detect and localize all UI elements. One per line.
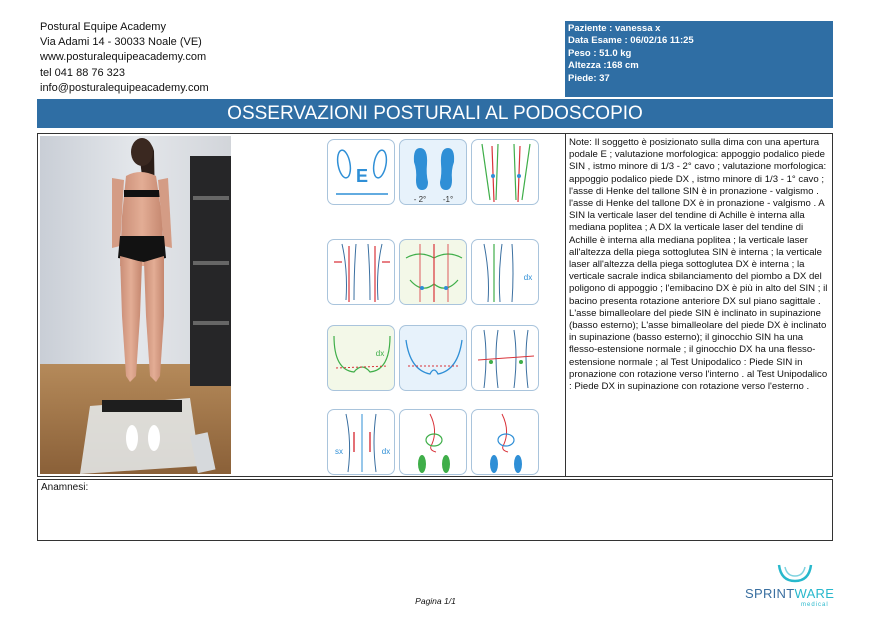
clinic-website: www.posturalequipeacademy.com: [40, 51, 207, 64]
patient-foot-size: Piede: 37: [568, 72, 610, 84]
gluteal-line-diagram: [399, 239, 467, 305]
clinic-name: Postural Equipe Academy: [40, 21, 166, 33]
knee-flexion-diagram: [471, 325, 539, 391]
clinic-email: info@posturalequipeacademy.com: [40, 81, 209, 94]
page-number: Pagina 1/1: [415, 596, 456, 606]
achilles-diagram: [327, 239, 395, 305]
foot-arch-diagram: [399, 139, 467, 205]
podoscope-photo: [40, 136, 231, 474]
unipodal-test-dx-diagram: [471, 409, 539, 475]
sprintware-logo: [745, 559, 835, 609]
sacral-dx-label: dx: [523, 273, 533, 282]
foot-opening-diagram: [327, 139, 395, 205]
patient-name: Paziente : vanessa x: [568, 23, 661, 34]
pelvis-diagram: [327, 325, 395, 391]
observation-notes: Note: Il soggetto è posizionato sulla dima con una apertura podale E ; valutazione morfologica: appoggio podalico piede SIN , istmo minore di 1/3 - 2° cavo ; valutazione morfologica: appoggio podalico piede DX , istmo minore di 1/3 - 1° cavo ; l'asse di Henke del tallone SIN è in pronazione - valgismo . l'asse di Henke del tallone DX è in pronazione - valgismo . A SIN la verticale laser del tendine di Achille è interna alla mediana poplitea ; A DX la verticale laser del tendine di Achille è interna alla mediana poplitea ; la verticale laser all'altezza della piega sottoglutea SIN è interna ; la verticale laser all'altezza della piega sottoglutea DX è interna ; la verticale sacrale indica sbilanciamento del piombo a DX del poligono di appoggio ; l'emibacino DX è più in alto del SIN ; il bacino presenta rotazione anteriore DX sul piano sagittale . L'asse bimalleolare del piede SIN è inclinato in supinazione (basso esterno); L'asse bimalleolare del piede DX è inclinato in supinazione (basso esterno); il ginocchio SIN ha una flesso-estensione normale ; il ginocchio DX ha una flesso-estensione normale ; al Test Unipodalico : Piede SIN in pronazione con rotazione verso l'interno . al Test Unipodalico : Piede DX in supinazione con rotazione verso l'esterno .: [565, 134, 833, 476]
observation-panel: [37, 133, 833, 477]
logo-text: [745, 586, 834, 601]
report-title: OSSERVAZIONI POSTURALI AL PODOSCOPIO: [37, 99, 833, 128]
heel-axis-diagram: [471, 139, 539, 205]
leg-dx-label: dx: [381, 447, 391, 456]
logo-wave-icon: [775, 559, 815, 585]
patient-weight: Peso : 51.0 kg: [568, 47, 632, 59]
clinic-info: [40, 20, 209, 96]
leg-axis-diagram: [327, 409, 395, 475]
unipodal-test-sin-diagram: [399, 409, 467, 475]
patient-height: Altezza :168 cm: [568, 60, 639, 72]
logo-main: SPRINT: [745, 586, 795, 601]
arch-right-label: -1°: [442, 195, 454, 204]
clinic-phone: tel 041 88 76 323: [40, 66, 126, 79]
arch-left-label: - 2°: [413, 195, 427, 204]
exam-date: Data Esame : 06/02/16 11:25: [568, 35, 694, 47]
anamnesis-label: Anamnesi:: [41, 482, 89, 493]
opening-letter: E: [355, 166, 369, 186]
leg-sx-label: sx: [335, 447, 343, 456]
anamnesis-box: [37, 479, 833, 541]
sacral-plumb-diagram: [471, 239, 539, 305]
logo-accent: WARE: [794, 586, 835, 601]
pelvis-dx-label: dx: [375, 349, 385, 358]
clinic-address: Via Adami 14 - 30033 Noale (VE): [40, 36, 202, 49]
logo-sub: medical: [801, 602, 829, 608]
patient-info-box: [565, 21, 833, 97]
bimalleolar-diagram: [399, 325, 467, 391]
